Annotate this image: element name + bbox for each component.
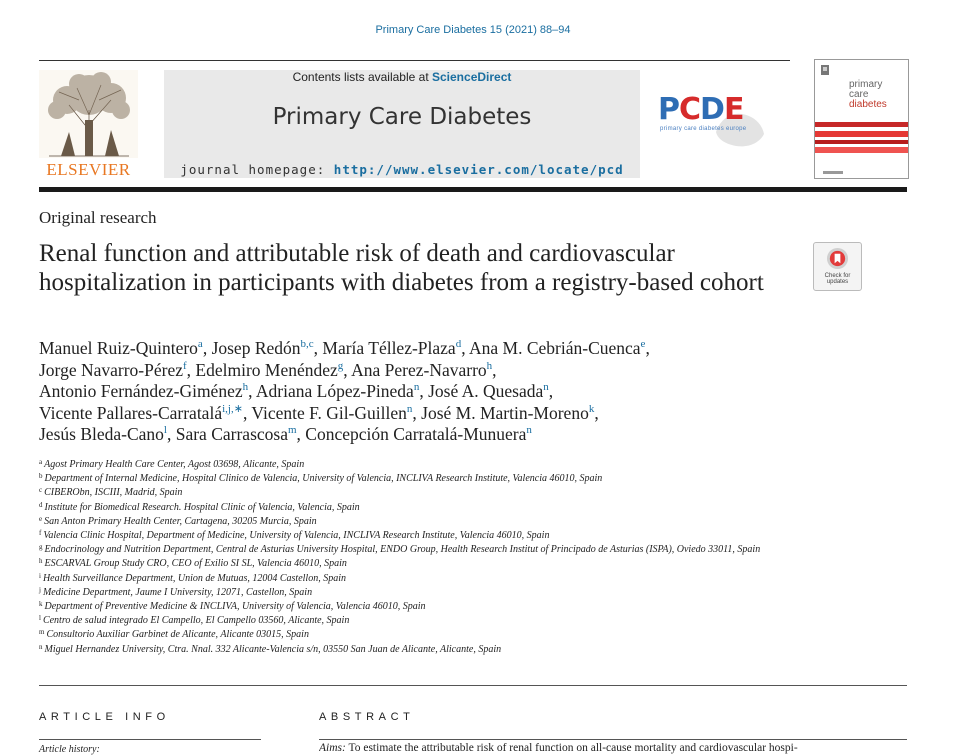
sciencedirect-link[interactable]: ScienceDirect [432, 70, 512, 84]
affiliation-text: San Anton Primary Health Center, Cartagena, 30205 Murcia, Spain [44, 515, 317, 527]
author-affiliation-marker[interactable]: n [406, 402, 413, 415]
author-name[interactable]: Vicente Pallares-Carratalá [39, 402, 223, 423]
affiliation-item [39, 572, 819, 586]
affiliation-marker: a [39, 458, 43, 466]
affiliation-item [39, 586, 819, 600]
affiliation-item [39, 600, 819, 614]
affiliation-marker: g [39, 543, 43, 552]
affiliation-text: Medicine Department, Jaume I University, 12071, Castellon, Spain [42, 586, 313, 598]
affiliation-text: Health Surveillance Department, Union de Mutuas, 12004 Castellon, Spain [42, 572, 346, 584]
author-affiliation-marker[interactable]: h [242, 381, 249, 394]
journal-cover-thumbnail[interactable] [814, 59, 909, 179]
affiliation-item [39, 472, 819, 486]
author-name[interactable]: María Téllez-Plaza [322, 338, 456, 358]
author-name[interactable]: Vicente F. Gil-Guillen [251, 402, 407, 423]
author-affiliation-marker[interactable]: f [182, 359, 187, 372]
journal-reference[interactable]: Primary Care Diabetes 15 (2021) 88–94 [375, 24, 571, 36]
author-name[interactable]: Ana Perez-Navarro [351, 359, 487, 380]
cover-stripes-graphic [815, 120, 908, 160]
author-affiliation-marker[interactable]: d [455, 338, 462, 350]
author-list: Manuel Ruiz-Quintero$^a$, Josep Redón$^{b,c}$, María Téllez-Plaza$^d$, Ana M. Cebrián-Cuenca$^e$, Jorge Navarro-Pérez$^f$, Edelmiro Menéndez$^g$, Ana Perez-Navarro$^h$, Antonio Fernández-Giménez$^h$, Adriana López-Pineda$^n$, José A. Quesada$^n$, Vicente Pallares-Carratalá$^{i,j,∗}$, Vicente F. Gil-Guillen$^n$, José M. Martin-Moreno$^k$, Jesús Bleda-Cano$^l$, Sara Carrascosa$^m$, Concepción Carratalá-Munuera$^n$ [39, 338, 650, 445]
affiliation-text: Consultorio Auxiliar Garbinet de Alicante, Alicante 03015, Spain [46, 629, 309, 641]
affiliation-list [39, 458, 819, 657]
affiliation-marker: n [39, 642, 43, 651]
journal-masthead [164, 70, 640, 178]
header-divider [39, 60, 790, 61]
author-name[interactable]: José A. Quesada [428, 381, 544, 402]
affiliation-item [39, 614, 819, 628]
affiliation-item [39, 501, 819, 515]
author-affiliation-marker[interactable]: m [287, 424, 297, 437]
affiliation-text: Institute for Biomedical Research. Hospital Clinic of Valencia, Valencia, Spain [44, 501, 360, 513]
article-section-label: Original research [39, 208, 157, 227]
affiliation-marker: f [39, 529, 42, 538]
affiliation-item [39, 486, 819, 500]
aims-label: Aims: [319, 742, 346, 754]
cover-emblem-icon [821, 65, 829, 75]
affiliation-marker: i [39, 571, 41, 580]
affiliation-item [39, 529, 819, 543]
affiliation-marker: c [39, 486, 43, 495]
cover-line-care: care [849, 89, 869, 100]
article-history-label: Article history: [39, 744, 100, 755]
affiliation-text: Valencia Clinic Hospital, Department of Medicine, University of Valencia, INCLIVA Research Institute, Valencia 46010, Spain [43, 530, 550, 542]
cover-title [849, 80, 887, 110]
contents-prefix: Contents lists available at [292, 70, 432, 84]
author-name[interactable]: Concepción Carratalá-Munuera [305, 424, 527, 445]
pcde-logo[interactable] [658, 92, 770, 152]
abstract-rule [319, 739, 907, 740]
affiliation-item [39, 458, 819, 472]
affiliation-marker: k [39, 600, 43, 609]
cover-line-primary: primary [849, 79, 883, 90]
affiliation-text: CIBERObn, ISCIII, Madrid, Spain [44, 487, 183, 499]
author-affiliation-marker[interactable]: e [640, 338, 646, 350]
affiliation-text: Department of Internal Medicine, Hospital Clinico de Valencia, University of Valencia, INCLIVA Research Institute, Valencia 46010, Spain [44, 473, 603, 485]
affiliation-item [39, 543, 819, 557]
affiliation-marker: d [39, 500, 43, 509]
author-name[interactable]: Adriana López-Pineda [255, 381, 414, 402]
author-affiliation-marker[interactable]: a [197, 338, 203, 350]
affiliation-marker: l [39, 614, 41, 623]
homepage-line [164, 162, 640, 177]
author-affiliation-marker[interactable]: i,j,∗ [222, 402, 243, 415]
author-name[interactable]: Edelmiro Menéndez [195, 359, 338, 380]
article-title: Renal function and attributable risk of death and cardiovascular hospitalization in participants with diabetes from a registry-based cohort [39, 240, 764, 296]
journal-title: Primary Care Diabetes [272, 104, 532, 130]
homepage-link[interactable]: http://www.elsevier.com/locate/pcd [333, 162, 624, 177]
elsevier-logo[interactable] [39, 70, 138, 178]
article-info-heading: ARTICLE INFO [39, 711, 170, 723]
article-info-rule [39, 739, 261, 740]
cover-bottom-bar [815, 168, 908, 178]
affiliation-marker: e [39, 514, 43, 523]
contents-line [164, 70, 640, 84]
author-name[interactable]: Josep Redón [211, 338, 301, 358]
affiliation-text: Miguel Hernandez University, Ctra. Nnal. 332 Alicante-Valencia s/n, 03550 San Juan de Alicante, Alicante, Spain [44, 643, 502, 655]
affiliation-item [39, 628, 819, 642]
affiliation-item [39, 557, 819, 571]
affiliation-text: ESCARVAL Group Study CRO, CEO of Exilio SI SL, Valencia 46010, Spain [44, 558, 347, 570]
affiliation-marker: m [39, 628, 45, 637]
abstract-aims [319, 742, 907, 754]
check-updates-icon [826, 247, 849, 270]
cover-line-diabetes: diabetes [849, 99, 887, 110]
masthead-divider [39, 187, 907, 192]
author-name[interactable]: Manuel Ruiz-Quintero [39, 338, 198, 358]
affiliation-marker: b [39, 472, 43, 481]
affiliation-text: Agost Primary Health Care Center, Agost 03698, Alicante, Spain [44, 459, 305, 470]
aims-text: To estimate the attributable risk of renal function on all-cause mortality and cardiovascular hospi- [345, 742, 798, 754]
affiliation-text: Endocrinology and Nutrition Department, Central de Asturias University Hospital, ENDO Group, Health Research Institut of Principado de Asturias (ISPA), Oviedo 33011, Spain [44, 544, 761, 556]
author-affiliation-marker[interactable]: n [543, 381, 549, 394]
affiliation-item [39, 643, 819, 657]
affiliations-divider [39, 685, 907, 686]
abstract-heading: ABSTRACT [319, 711, 415, 723]
author-affiliation-marker[interactable]: b,c [300, 338, 314, 350]
affiliation-marker: h [39, 557, 43, 566]
elsevier-tree-icon [39, 70, 138, 158]
author-affiliation-marker[interactable]: g [337, 359, 344, 372]
author-affiliation-marker[interactable]: l [163, 424, 167, 437]
pcde-subtitle: primary care diabetes europe [660, 126, 747, 132]
affiliation-text: Department of Preventive Medicine & INCLIVA, University of Valencia, Valencia 46010, Spain [44, 601, 426, 613]
author-affiliation-marker[interactable]: n [526, 424, 532, 437]
author-name[interactable]: Jorge Navarro-Pérez [39, 359, 183, 380]
homepage-prefix: journal homepage: [180, 162, 334, 177]
author-name[interactable]: Ana M. Cebrián-Cuenca [469, 338, 641, 358]
author-name[interactable]: José M. Martin-Moreno [421, 402, 589, 423]
author-affiliation-marker[interactable]: h [486, 359, 493, 372]
author-affiliation-marker[interactable]: k [588, 402, 595, 415]
author-name[interactable]: Antonio Fernández-Giménez [39, 381, 243, 402]
author-name[interactable]: Sara Carrascosa [175, 424, 288, 445]
elsevier-wordmark: ELSEVIER [46, 160, 131, 179]
author-name[interactable]: Jesús Bleda-Cano [39, 424, 164, 445]
affiliation-item [39, 515, 819, 529]
author-affiliation-marker[interactable]: n [413, 381, 420, 394]
check-for-updates-button[interactable] [813, 242, 862, 291]
check-updates-label: Check for updates [824, 273, 851, 285]
affiliation-text: Centro de salud integrado El Campello, El Campello 03560, Alicante, Spain [42, 615, 350, 627]
pcde-wordmark: PCDE [658, 92, 744, 127]
affiliation-marker: j [39, 585, 41, 594]
